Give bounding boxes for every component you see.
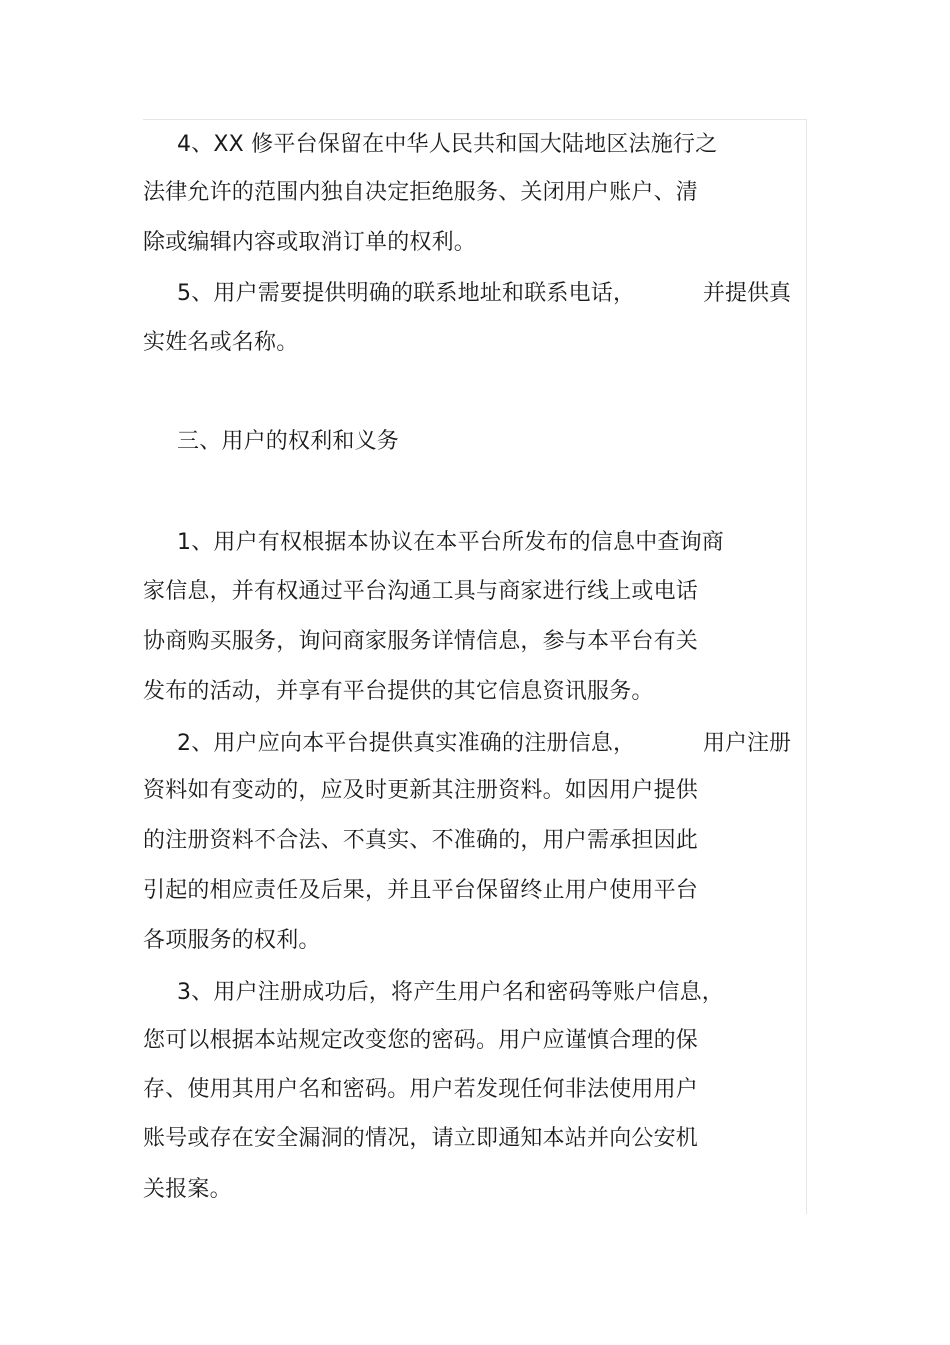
- paragraph-3-line-1: 3、用户注册成功后，将产生用户名和密码等账户信息，: [177, 980, 724, 1005]
- paragraph-3-line-3: 存、使用其用户名和密码。用户若发现任何非法使用用户: [143, 1077, 699, 1102]
- paragraph-4-line-1: 4、XX 修平台保留在中华人民共和国大陆地区法施行之: [177, 132, 718, 157]
- paragraph-3-line-2: 您可以根据本站规定改变您的密码。用户应谨慎合理的保: [143, 1028, 699, 1053]
- paragraph-1-line-1: 1、用户有权根据本协议在本平台所发布的信息中查询商: [177, 530, 724, 555]
- paragraph-2-line-3: 的注册资料不合法、不真实、不准确的，用户需承担因此: [143, 828, 699, 853]
- paragraph-2-line-5: 各项服务的权利。: [143, 928, 321, 953]
- paragraph-1-line-2: 家信息，并有权通过平台沟通工具与商家进行线上或电话: [143, 579, 699, 604]
- paragraph-3-line-4: 账号或存在安全漏洞的情况，请立即通知本站并向公安机: [143, 1126, 699, 1151]
- paragraph-5-line-1-tail: 并提供真: [703, 281, 792, 306]
- paragraph-2-line-1: 2、用户应向本平台提供真实准确的注册信息，: [177, 731, 636, 756]
- paragraph-2-line-2: 资料如有变动的，应及时更新其注册资料。如因用户提供: [143, 778, 699, 803]
- paragraph-5-line-2: 实姓名或名称。: [143, 330, 299, 355]
- paragraph-1-line-3: 协商购买服务，询问商家服务详情信息，参与本平台有关: [143, 629, 699, 654]
- paragraph-5-line-1: 5、用户需要提供明确的联系地址和联系电话，: [177, 281, 636, 306]
- section-heading: 三、用户的权利和义务: [177, 429, 400, 454]
- paragraph-4-line-2: 法律允许的范围内独自决定拒绝服务、关闭用户账户、清: [143, 180, 699, 205]
- paragraph-1-line-4: 发布的活动，并享有平台提供的其它信息资讯服务。: [143, 679, 654, 704]
- paragraph-2-line-1-tail: 用户注册: [703, 731, 792, 756]
- paragraph-3-line-5: 关报案。: [143, 1177, 232, 1202]
- paragraph-4-line-3: 除或编辑内容或取消订单的权利。: [143, 230, 477, 255]
- paragraph-2-line-4: 引起的相应责任及后果，并且平台保留终止用户使用平台: [143, 878, 699, 903]
